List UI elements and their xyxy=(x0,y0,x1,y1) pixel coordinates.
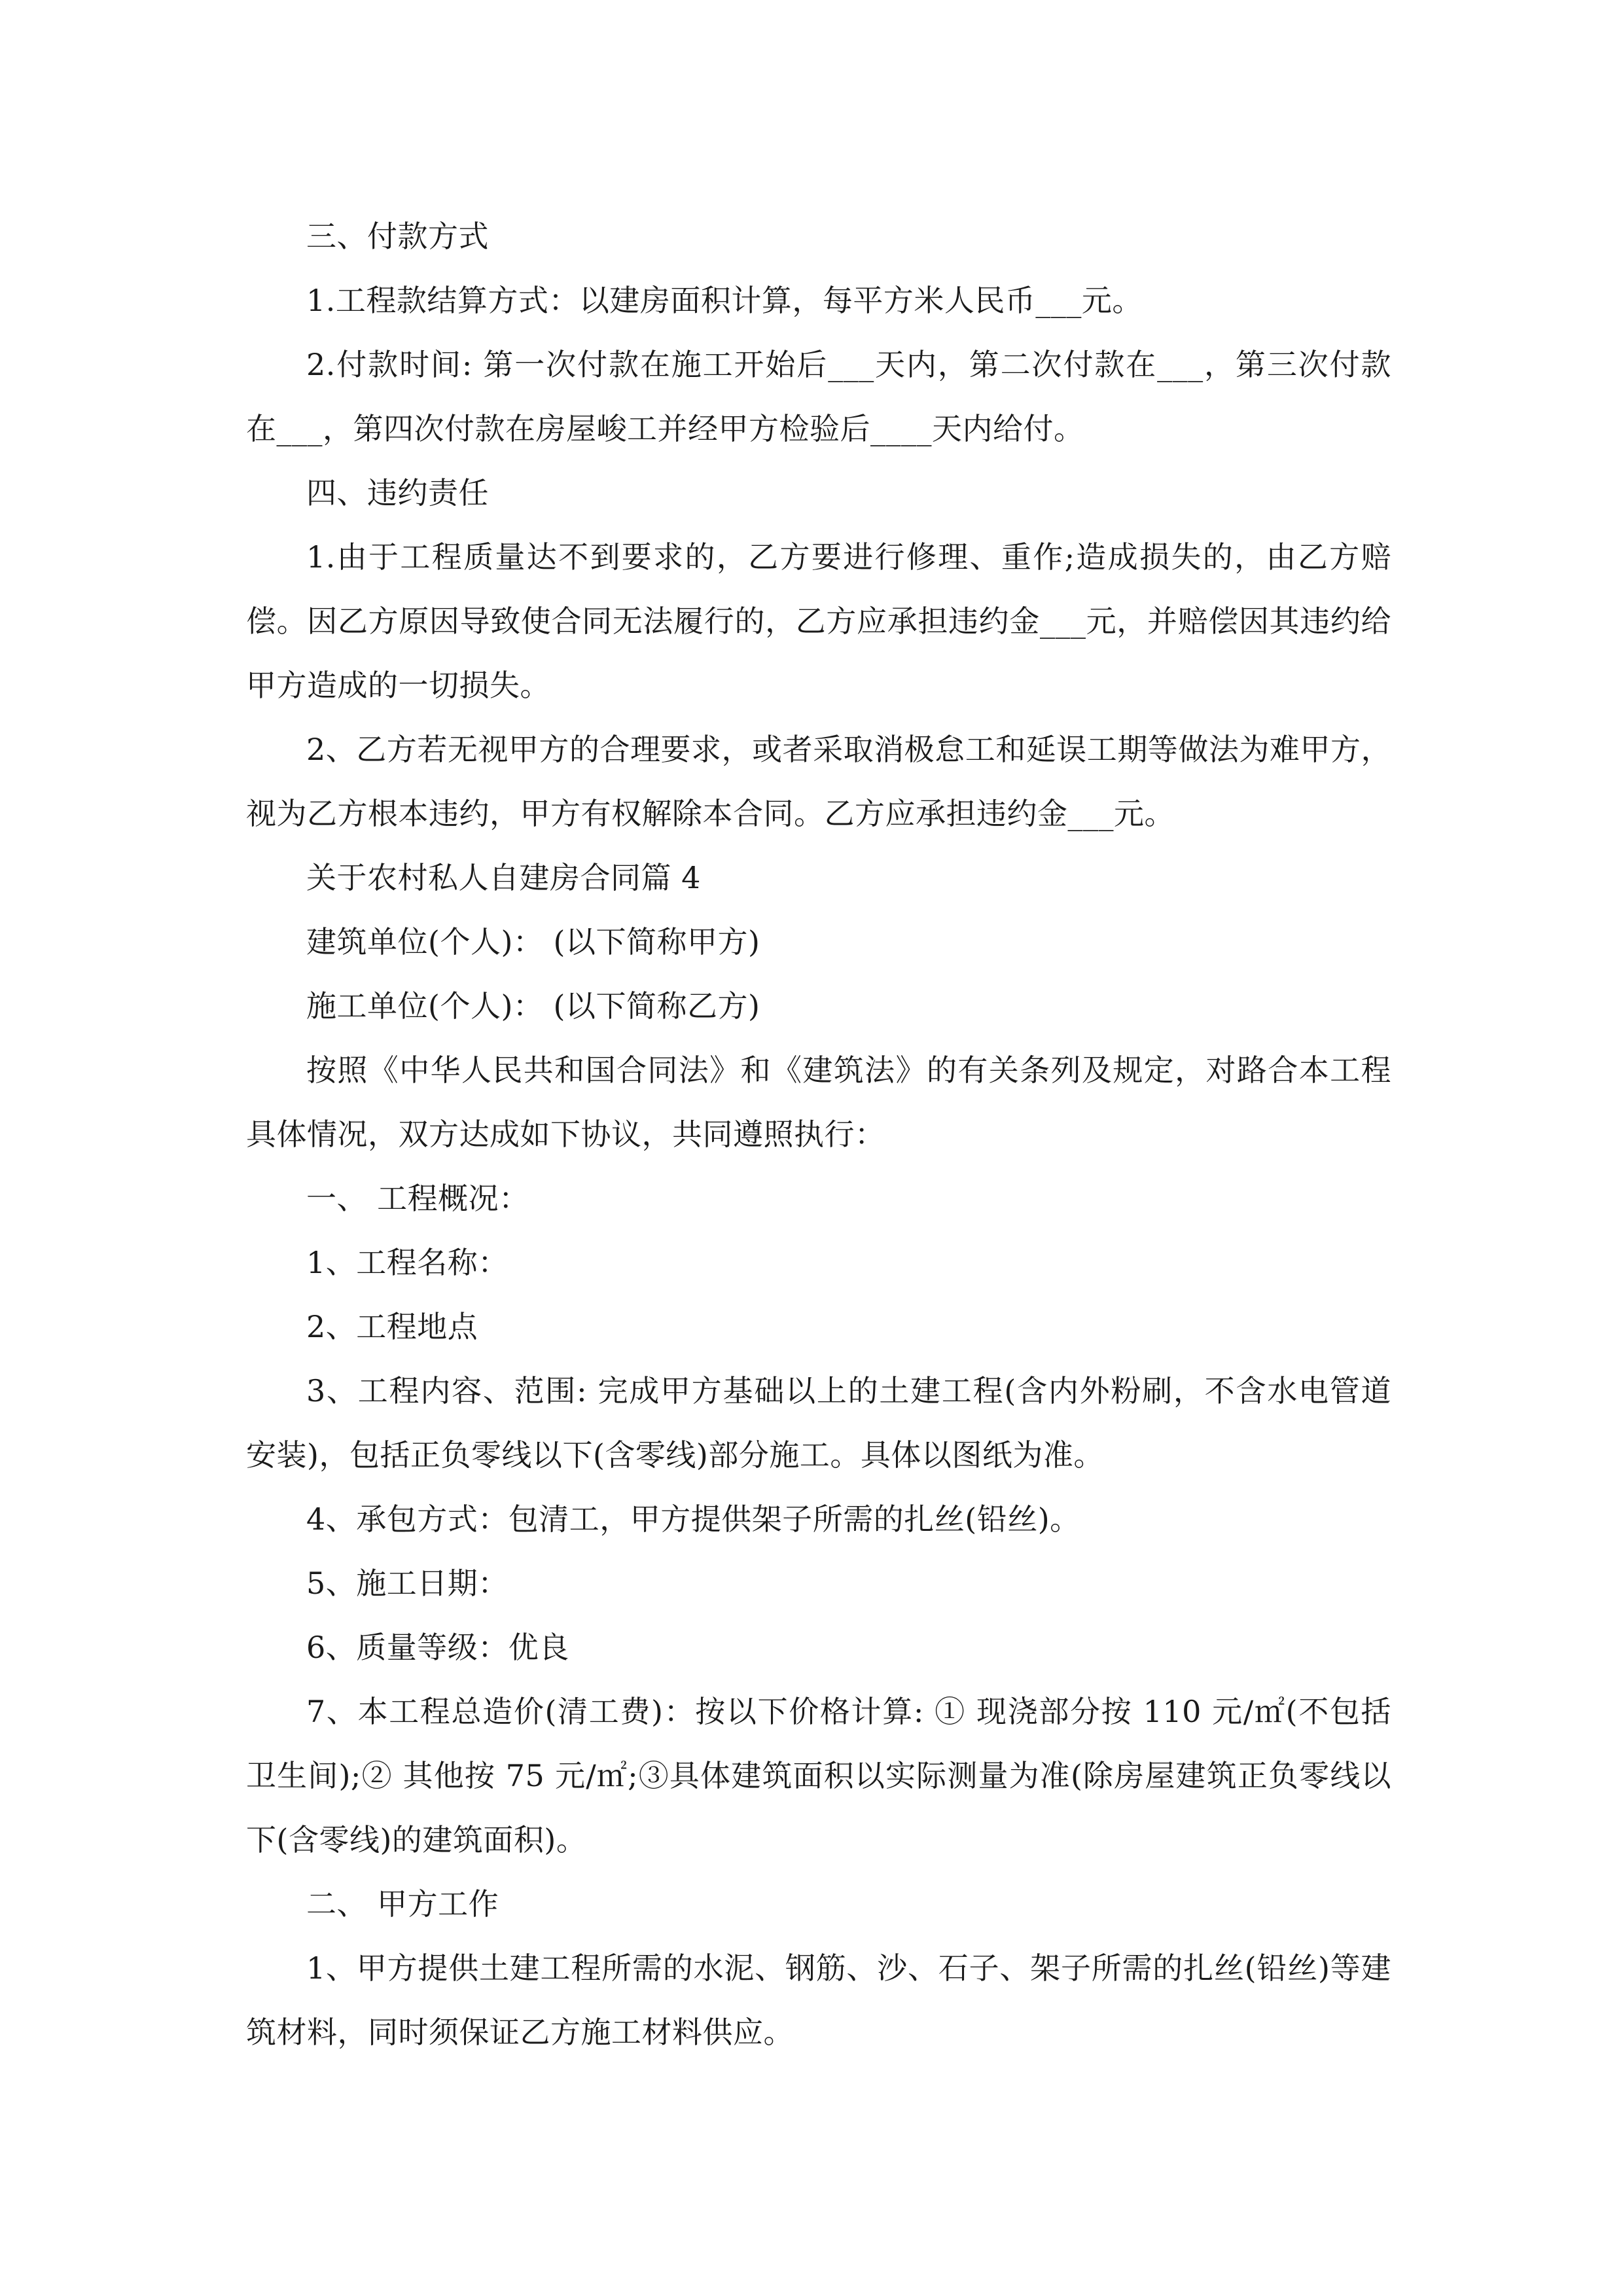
preamble-paragraph: 按照《中华人民共和国合同法》和《建筑法》的有关条列及规定，对路合本工程具体情况，双方达成如下协议，共同遵照执行： xyxy=(246,1052,1391,1152)
clause-fundamental-breach: 2、乙方若无视甲方的合理要求，或者采取消极怠工和延误工期等做法为难甲方，视为乙方根本违约，甲方有权解除本合同。乙方应承担违约金___元。 xyxy=(246,732,1391,831)
document-body xyxy=(246,204,1391,2064)
party-a-line: 建筑单位(个人)： (以下简称甲方) xyxy=(306,924,760,960)
item-contract-method: 4、承包方式：包清工，甲方提供架子所需的扎丝(铅丝)。 xyxy=(306,1501,1080,1537)
item-construction-date: 5、施工日期： xyxy=(306,1566,508,1601)
clause-quality-breach: 1.由于工程质量达不到要求的，乙方要进行修理、重作;造成损失的，由乙方赔偿。因乙方原因导致使合同无法履行的，乙方应承担违约金___元，并赔偿因其违约给甲方造成的一切损失。 xyxy=(246,539,1391,703)
clause-payment-schedule: 2.付款时间: 第一次付款在施工开始后___天内，第二次付款在___，第三次付款在___，第四次付款在房屋峻工并经甲方检验后____天内给付。 xyxy=(246,347,1391,446)
heading-project-overview: 一、 工程概况： xyxy=(306,1181,529,1216)
item-total-cost: 7、本工程总造价(清工费)：按以下价格计算: ① 现浇部分按 110 元/㎡(不包括卫生间);② 其他按 75 元/㎡;③具体建筑面积以实际测量为准(除房屋建筑正负零线以下(含零线)的建筑面积)。 xyxy=(246,1694,1391,1857)
section-title-contract-4: 关于农村私人自建房合同篇 4 xyxy=(306,860,701,895)
item-project-scope: 3、工程内容、范围: 完成甲方基础以上的土建工程(含内外粉刷，不含水电管道安装)，包括正负零线以下(含零线)部分施工。具体以图纸为准。 xyxy=(246,1373,1391,1473)
item-project-location: 2、工程地点 xyxy=(306,1309,478,1344)
heading-payment-method: 三、付款方式 xyxy=(306,219,489,254)
item-project-name: 1、工程名称： xyxy=(306,1245,508,1280)
item-party-a-materials: 1、甲方提供土建工程所需的水泥、钢筋、沙、石子、架子所需的扎丝(铅丝)等建筑材料，同时须保证乙方施工材料供应。 xyxy=(246,1950,1391,2050)
item-quality-grade: 6、质量等级：优良 xyxy=(306,1630,569,1665)
party-b-line: 施工单位(个人)： (以下简称乙方) xyxy=(306,988,760,1024)
heading-party-a-work: 二、 甲方工作 xyxy=(306,1886,499,1922)
heading-breach-liability: 四、违约责任 xyxy=(306,475,489,511)
clause-payment-settlement: 1.工程款结算方式：以建房面积计算，每平方米人民币___元。 xyxy=(306,283,1143,318)
